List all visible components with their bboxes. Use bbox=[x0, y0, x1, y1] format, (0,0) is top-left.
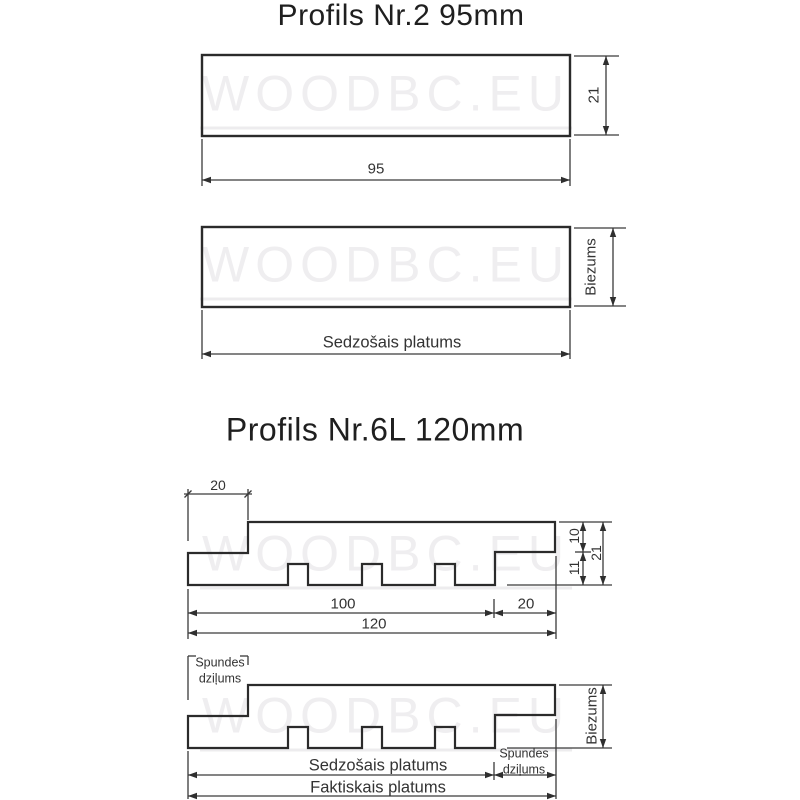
dim-label-thickness-21: 21 bbox=[585, 86, 603, 104]
label-biezums: Biezums bbox=[583, 687, 601, 745]
dim-label-tongue-20: 20 bbox=[210, 477, 226, 493]
dim-label-covering-100: 100 bbox=[330, 595, 356, 613]
profile2-dimension-drawing bbox=[202, 55, 619, 186]
dim-label-bottom-11: 11 bbox=[566, 560, 582, 576]
watermark-text: WOODBC.EU bbox=[200, 65, 572, 130]
label-faktiskais-platums: Faktiskais platums bbox=[310, 778, 446, 797]
label-spundes-dzilums-bottom: Spundes dziļums bbox=[499, 746, 549, 776]
dim-label-total-21: 21 bbox=[588, 545, 604, 561]
dim-label-right-tongue-20: 20 bbox=[517, 595, 535, 613]
watermark-text: WOODBC.EU bbox=[200, 236, 572, 301]
profile6l-cross-section bbox=[188, 522, 555, 585]
profile6l-dimension-drawing bbox=[184, 489, 612, 639]
watermark-text: WOODBC.EU bbox=[200, 525, 572, 590]
profile6l-cross-section bbox=[188, 685, 555, 748]
profile6l-title: Profils Nr.6L 120mm bbox=[225, 411, 525, 448]
watermark-text: WOODBC.EU bbox=[200, 687, 572, 752]
label-sedzosais-platums: Sedzošais platums bbox=[322, 333, 462, 352]
dim-label-width-95: 95 bbox=[367, 160, 385, 178]
profile2-title: Profils Nr.2 95mm bbox=[277, 0, 525, 32]
dim-label-top-10: 10 bbox=[566, 528, 582, 544]
dim-label-total-120: 120 bbox=[361, 615, 387, 633]
profile2-cross-section bbox=[202, 55, 570, 136]
label-sedzosais-platums: Sedzošais platums bbox=[308, 756, 448, 775]
label-biezums: Biezums bbox=[582, 238, 600, 296]
label-spundes-dzilums-top: Spundes dziļums bbox=[195, 655, 245, 685]
profile2-cross-section bbox=[202, 227, 570, 307]
